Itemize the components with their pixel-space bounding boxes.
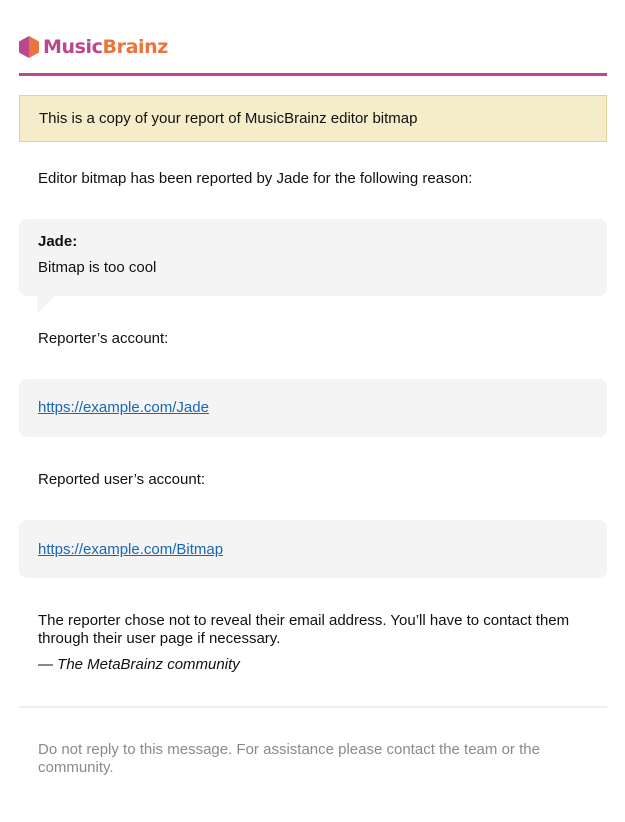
reported-account-label: Reported user’s account: [38, 471, 206, 488]
reporter-account-box [19, 379, 607, 437]
privacy-note: The reporter chose not to reveal their email address. You’ll have to contact them through their user page if necessary. [38, 612, 570, 647]
reported-account-link[interactable]: https://example.com/Bitmap [38, 541, 224, 558]
brand-name-brainz: Brainz [102, 36, 168, 58]
reason-message: Bitmap is too cool [38, 259, 157, 276]
brand-name [43, 36, 168, 58]
signoff [38, 656, 240, 674]
report-intro-text: Editor bitmap has been reported by Jade for the following reason: [38, 170, 473, 187]
reporter-account-label: Reporter’s account: [38, 330, 169, 347]
musicbrainz-logo[interactable] [19, 36, 168, 58]
reason-bubble-tail [37, 295, 56, 314]
email-page [19, 0, 607, 776]
reported-account-box [19, 520, 607, 578]
copy-notice-banner [19, 95, 607, 142]
header-divider [19, 73, 607, 76]
signoff-name: The MetaBrainz community [57, 656, 240, 673]
footer-divider [19, 706, 607, 708]
reason-bubble [19, 219, 607, 296]
signoff-dash: — [38, 656, 58, 673]
brand-name-music: Music [43, 36, 103, 58]
musicbrainz-logo-icon [19, 36, 39, 58]
reason-author: Jade: [38, 233, 78, 250]
footer-disclaimer: Do not reply to this message. For assistance please contact the team or the community. [38, 741, 540, 776]
reporter-account-link[interactable]: https://example.com/Jade [38, 399, 209, 416]
copy-notice-text: This is a copy of your report of MusicBrainz editor bitmap [39, 110, 418, 127]
email-header [19, 0, 607, 74]
